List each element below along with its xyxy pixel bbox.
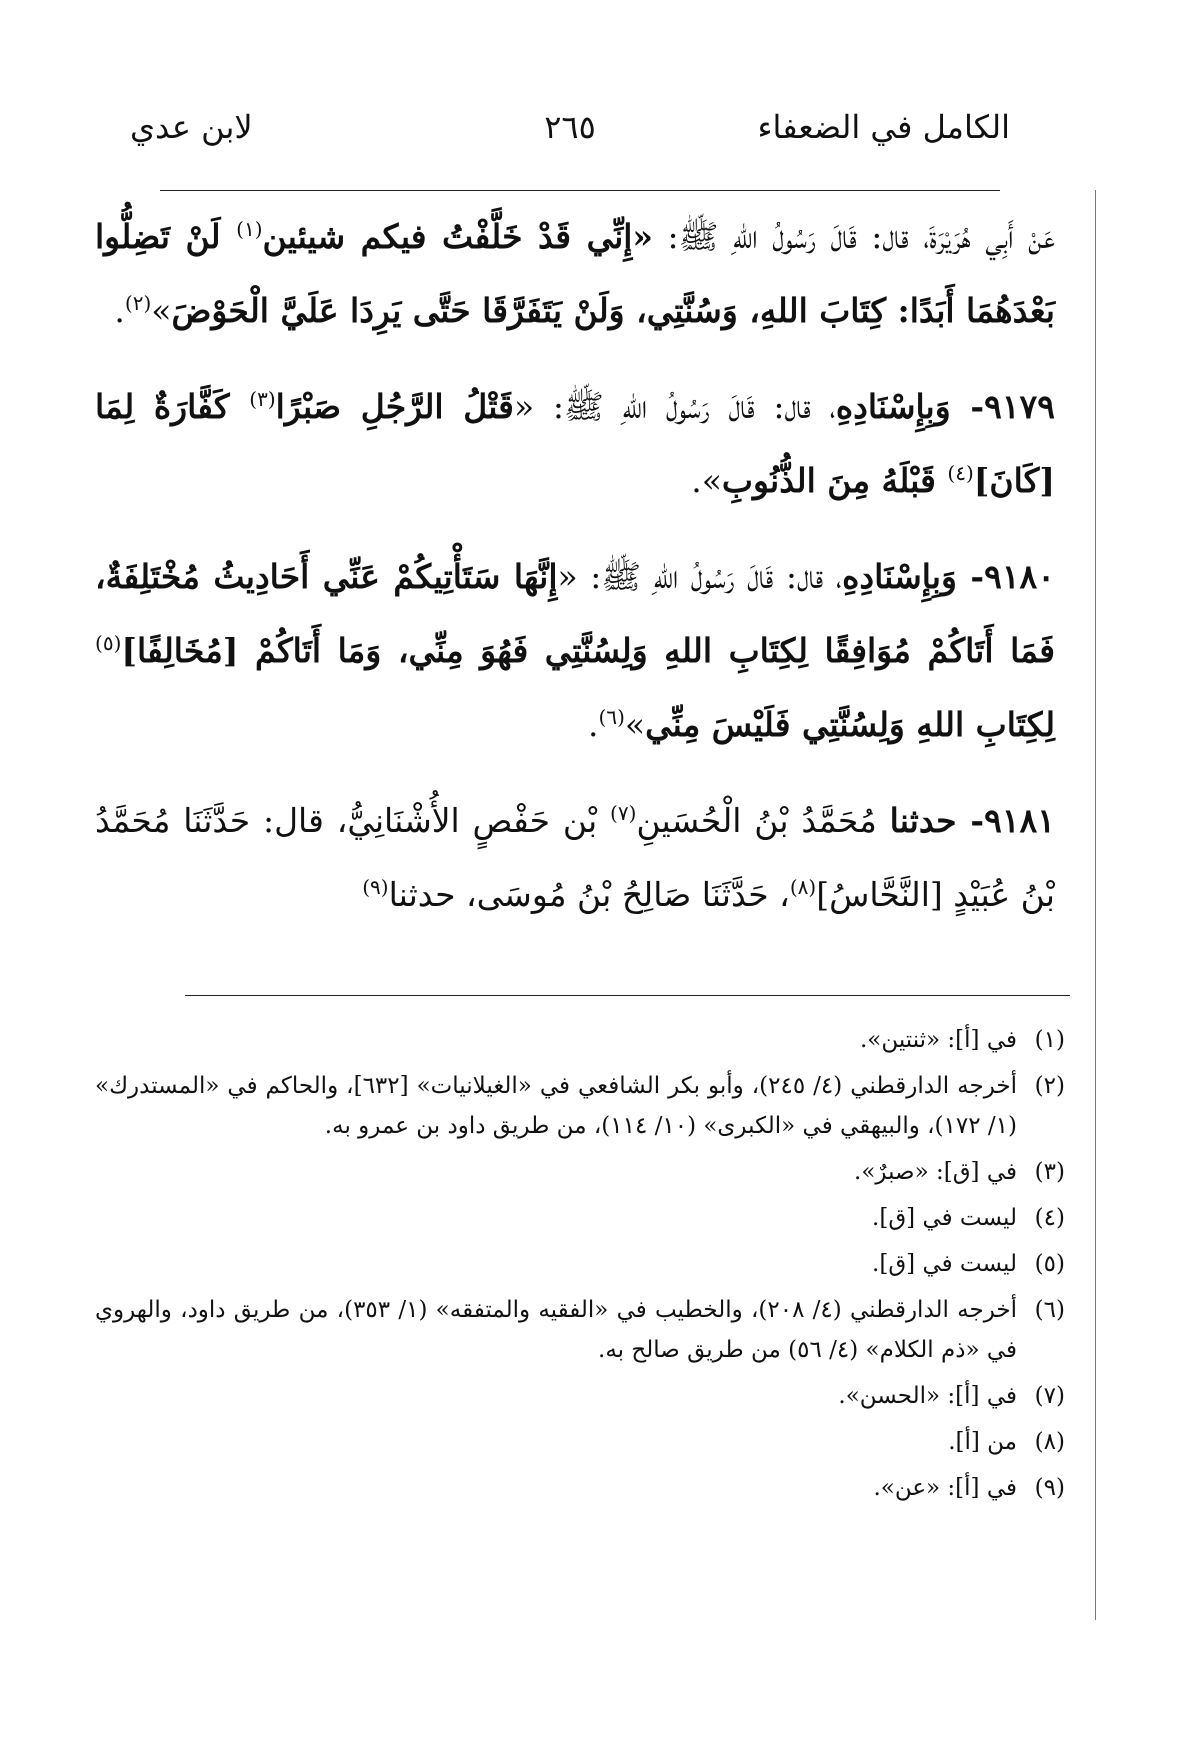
chain-label: وَبِإِسْنَادِهِ xyxy=(835,387,951,426)
chain-label: وَبِإِسْنَادِهِ xyxy=(842,557,957,596)
footnote-ref: (٩) xyxy=(362,875,389,899)
footnote-mark: (٤) xyxy=(1034,1205,1065,1231)
footnote-mark: (٧) xyxy=(1034,1383,1065,1409)
footnote-5 xyxy=(95,1244,1065,1284)
hadith-number: ٩١٨١- xyxy=(956,801,1055,840)
footnote-ref: (٤) xyxy=(947,461,974,485)
text: بْن حَفْصٍ الأُشْنَانِيُّ، قال: حَدَّثَنَا مُحَمَّدُ بْنُ عُبَيْدٍ [النَّحَّاسُ] xyxy=(95,801,1055,914)
footnote-3 xyxy=(95,1152,1065,1192)
footnote-mark: (٥) xyxy=(1034,1251,1065,1277)
paragraph-1 xyxy=(95,200,1055,348)
page-header xyxy=(130,108,1010,168)
text: مُحَمَّدُ بْنُ الْحُسَينِ xyxy=(636,801,890,840)
footnote-mark: (٢) xyxy=(1034,1073,1065,1099)
text: ، قال: قَالَ رَسُولُ اللهِ ﷺ: « xyxy=(557,557,843,596)
text: ، حَدَّثَنَا صَالِحُ بْنُ مُوسَى، حدثنا xyxy=(388,875,790,914)
hadith-text: لِكِتَابِ اللهِ وَلِسُنَّتِي فَلَيْسَ مِنِّي xyxy=(645,705,1055,744)
footnote-mark: (٦) xyxy=(1034,1297,1065,1323)
footnote-text: من [أ]. xyxy=(948,1429,1017,1455)
footnote-text: ليست في [ق]. xyxy=(872,1251,1017,1277)
page-number: ٢٦٥ xyxy=(544,108,596,146)
hadith-text: لَنْ تَضِلُّوا بَعْدَهُمَا أَبَدًا: كِتَابَ اللهِ، وَسُنَّتِي، وَلَنْ يَتَفَرَّقَا حَتَّى يَرِدَا عَلَيَّ الْحَوْضَ xyxy=(95,217,1055,330)
book-title: الكامل في الضعفاء xyxy=(757,108,1010,146)
chain-label: حدثنا xyxy=(889,801,957,840)
footnotes xyxy=(95,1020,1065,1514)
footnote-ref: (٨) xyxy=(789,875,817,899)
paragraph-9180 xyxy=(95,540,1055,762)
paragraph-9181 xyxy=(95,784,1055,932)
footnote-6 xyxy=(95,1290,1065,1370)
footnote-mark: (٨) xyxy=(1034,1429,1065,1455)
text: » xyxy=(624,705,646,744)
footnote-text: في [أ]: «ثنتين». xyxy=(859,1027,1017,1053)
footnote-mark: (١) xyxy=(1034,1027,1065,1053)
footnote-ref: (٥) xyxy=(95,631,122,655)
footnote-2 xyxy=(95,1066,1065,1146)
header-divider xyxy=(160,190,1000,191)
text: ». xyxy=(691,461,722,500)
footnote-mark: (٣) xyxy=(1034,1159,1065,1185)
hadith-number: ٩١٧٩- xyxy=(950,387,1055,426)
footnote-ref: (٧) xyxy=(610,801,637,825)
footnote-text: في [أ]: «عن». xyxy=(873,1475,1017,1501)
footnote-mark: (٩) xyxy=(1034,1475,1065,1501)
text: . xyxy=(114,291,125,330)
margin-divider xyxy=(1095,190,1096,1620)
main-text xyxy=(95,200,1055,954)
paragraph-9179 xyxy=(95,370,1055,518)
footnote-text: أخرجه الدارقطني (٤/ ٢٠٨)، والخطيب في «الفقيه والمتفقه» (١/ ٣٥٣)، من طريق داود، والهروي في «ذم الكلام» (٤/ ٥٦) من طريق صالح به. xyxy=(95,1297,1017,1363)
hadith-number: ٩١٨٠- xyxy=(956,557,1056,596)
hadith-text: كَفَّارَةٌ لِمَا [كَانَ] xyxy=(95,387,1055,500)
footnote-7 xyxy=(95,1376,1065,1416)
footnote-1 xyxy=(95,1020,1065,1060)
footnote-text: ليست في [ق]. xyxy=(872,1205,1017,1231)
hadith-text: قَتْلُ الرَّجُلِ صَبْرًا xyxy=(275,387,514,426)
hadith-text: «إِنِّي قَدْ خَلَّفْتُ فيكم شيئين xyxy=(262,217,654,256)
footnote-ref: (٣) xyxy=(249,387,276,411)
author-name: لابن عدي xyxy=(130,108,253,146)
footnote-ref: (٦) xyxy=(598,705,625,729)
footnote-divider xyxy=(185,995,1070,996)
footnote-text: في [أ]: «الحسن». xyxy=(838,1383,1017,1409)
text: » xyxy=(151,291,172,330)
footnote-text: أخرجه الدارقطني (٤/ ٢٤٥)، وأبو بكر الشافعي في «الغيلانيات» [٦٣٢]، والحاكم في «المستدرك» (١/ ١٧٢)، والبيهقي في «الكبرى» (١٠/ ١١٤)، من طريق داود بن عمرو به. xyxy=(95,1073,1018,1139)
footnote-4 xyxy=(95,1198,1065,1238)
footnote-9 xyxy=(95,1468,1065,1508)
text: عَنْ أَبِي هُرَيْرَةَ، قال: قَالَ رَسُولُ اللهِ ﷺ: xyxy=(653,217,1055,256)
text: . xyxy=(588,705,599,744)
footnote-ref: (١) xyxy=(236,217,263,241)
hadith-text: قَبْلَهُ مِنَ الذُّنُوبِ xyxy=(721,461,948,500)
footnote-ref: (٢) xyxy=(124,291,152,315)
hadith-text: إِنَّهَا سَتَأْتِيكُمْ عَنِّي أَحَادِيثُ مُخْتَلِفَةٌ، فَمَا أَتَاكُمْ مُوَافِقًا لِكِتَابِ اللهِ وَلِسُنَّتِي فَهُوَ مِنِّي، وَمَا أَتَاكُمْ [مُخَالِفًا] xyxy=(95,557,1055,670)
footnote-8 xyxy=(95,1422,1065,1462)
footnote-text: في [ق]: «صبرٌ». xyxy=(854,1159,1017,1185)
text: ، قال: قَالَ رَسُولُ اللهِ ﷺ: « xyxy=(513,387,836,426)
